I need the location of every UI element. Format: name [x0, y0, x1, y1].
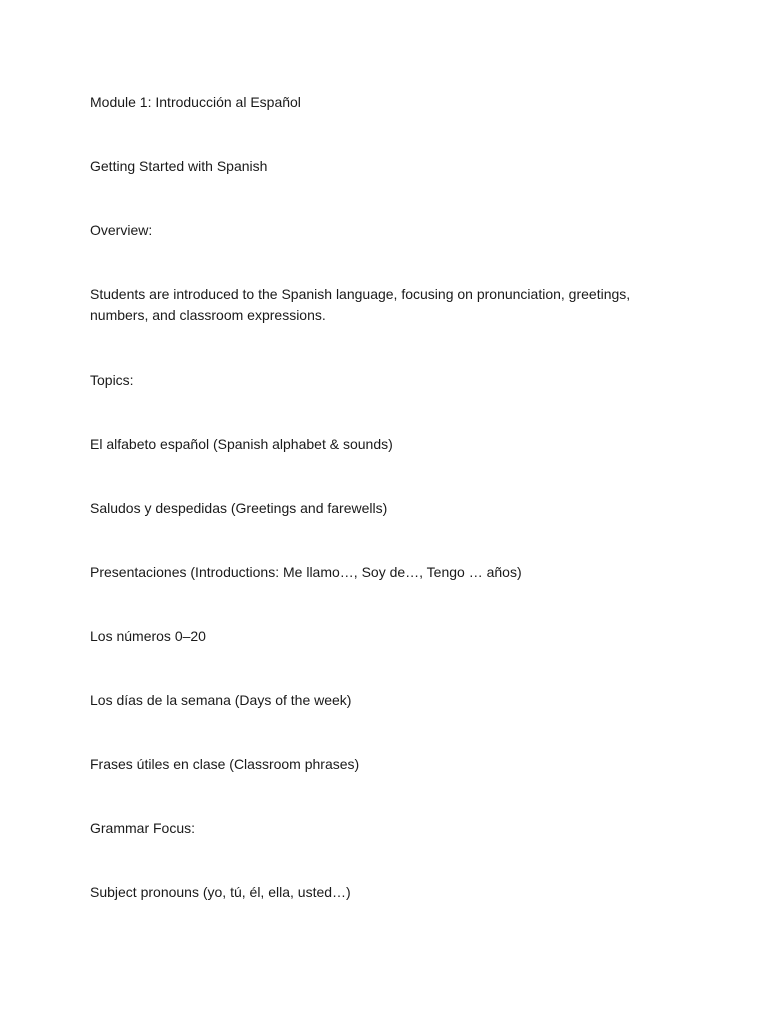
overview-heading: Overview: — [90, 222, 153, 238]
topic-item-alphabet: El alfabeto español (Spanish alphabet & sounds) — [90, 436, 393, 452]
topic-item-greetings: Saludos y despedidas (Greetings and farewells) — [90, 500, 388, 516]
module-title: Module 1: Introducción al Español — [90, 94, 301, 110]
topic-item-introductions: Presentaciones (Introductions: Me llamo…, Soy de…, Tengo … años) — [90, 564, 522, 580]
topic-item-numbers: Los números 0–20 — [90, 628, 206, 644]
module-subtitle: Getting Started with Spanish — [90, 158, 268, 174]
topic-item-days: Los días de la semana (Days of the week) — [90, 692, 352, 708]
topic-item-classroom-phrases: Frases útiles en clase (Classroom phrases) — [90, 756, 360, 772]
overview-text: Students are introduced to the Spanish language, focusing on pronunciation, greetings, numbers, and classroom expressions. — [90, 286, 631, 323]
grammar-item-pronouns: Subject pronouns (yo, tú, él, ella, usted…) — [90, 884, 351, 900]
topics-heading: Topics: — [90, 372, 134, 388]
grammar-heading: Grammar Focus: — [90, 820, 196, 836]
